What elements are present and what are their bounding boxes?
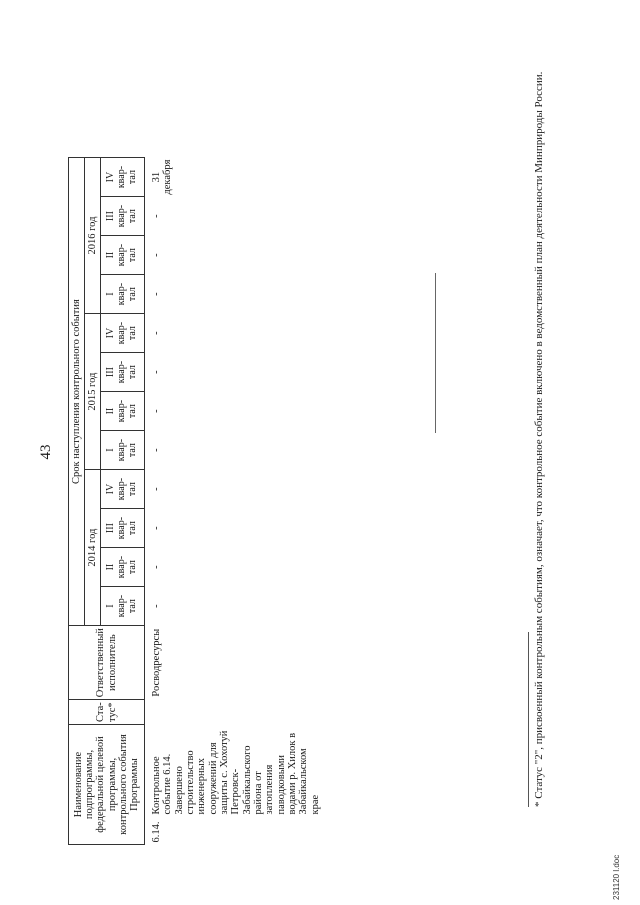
header-quarter: III квар- тал <box>101 509 145 548</box>
cell-2016-q4: 31 декабря <box>151 159 174 195</box>
event-text: Контрольное событие 6.14. Завершено строительство инженерных сооружений для защиты с. Хохотуй Петровск-Забайкальского района от затопления паводковыми водами р. Хилок в Забайкальском крае <box>151 730 321 815</box>
header-quarter: I квар- тал <box>101 275 145 314</box>
responsible-cell: Росводресурсы <box>151 628 162 697</box>
header-status: Ста-тус* <box>69 700 145 725</box>
footnote: * Статус "2", присвоенный контрольным событиям, означает, что контрольное событие включено в ведомственный план деятельности Минприроды России. <box>533 71 545 807</box>
cell-2016-q1: - <box>151 292 162 296</box>
header-year-2014: 2014 год <box>85 470 101 626</box>
page-number: 43 <box>38 444 54 460</box>
cell-2015-q1: - <box>151 448 162 452</box>
cell-2014-q4: - <box>151 487 162 491</box>
header-quarter: I квар- тал <box>101 431 145 470</box>
header-quarter: III квар- тал <box>101 353 145 392</box>
header-quarter: II квар- тал <box>101 548 145 587</box>
status-cell <box>145 700 345 725</box>
header-quarter: II квар- тал <box>101 236 145 275</box>
header-quarter: II квар- тал <box>101 392 145 431</box>
header-period: Срок наступления контрольного события <box>69 158 85 626</box>
header-quarter: IV квар- тал <box>101 314 145 353</box>
cell-2015-q4: - <box>151 331 162 335</box>
event-cell <box>145 725 345 845</box>
header-quarter: I квар- тал <box>101 587 145 626</box>
cell-2014-q1: - <box>151 604 162 608</box>
cell-2015-q3: - <box>151 370 162 374</box>
event-number: 6.14. <box>151 821 162 843</box>
footnote-rule <box>528 632 529 807</box>
header-quarter: IV квар- тал <box>101 470 145 509</box>
cell-2014-q3: - <box>151 526 162 530</box>
cell-2014-q2: - <box>151 565 162 569</box>
header-quarter: IV квар- тал <box>101 158 145 197</box>
header-quarter: III квар- тал <box>101 197 145 236</box>
cell-2015-q2: - <box>151 409 162 413</box>
header-name: Наименование подпрограммы, федеральной целевой программы, контрольного события Программы <box>69 725 145 845</box>
document-id: 231120 l.doc <box>612 854 621 900</box>
cell-2016-q3: - <box>151 214 162 218</box>
header-year-2016: 2016 год <box>85 158 101 314</box>
control-events-table <box>68 157 345 845</box>
header-responsible: Ответственный исполнитель <box>69 626 145 700</box>
header-year-2015: 2015 год <box>85 314 101 470</box>
separator-line <box>435 273 436 433</box>
cell-2016-q2: - <box>151 253 162 257</box>
